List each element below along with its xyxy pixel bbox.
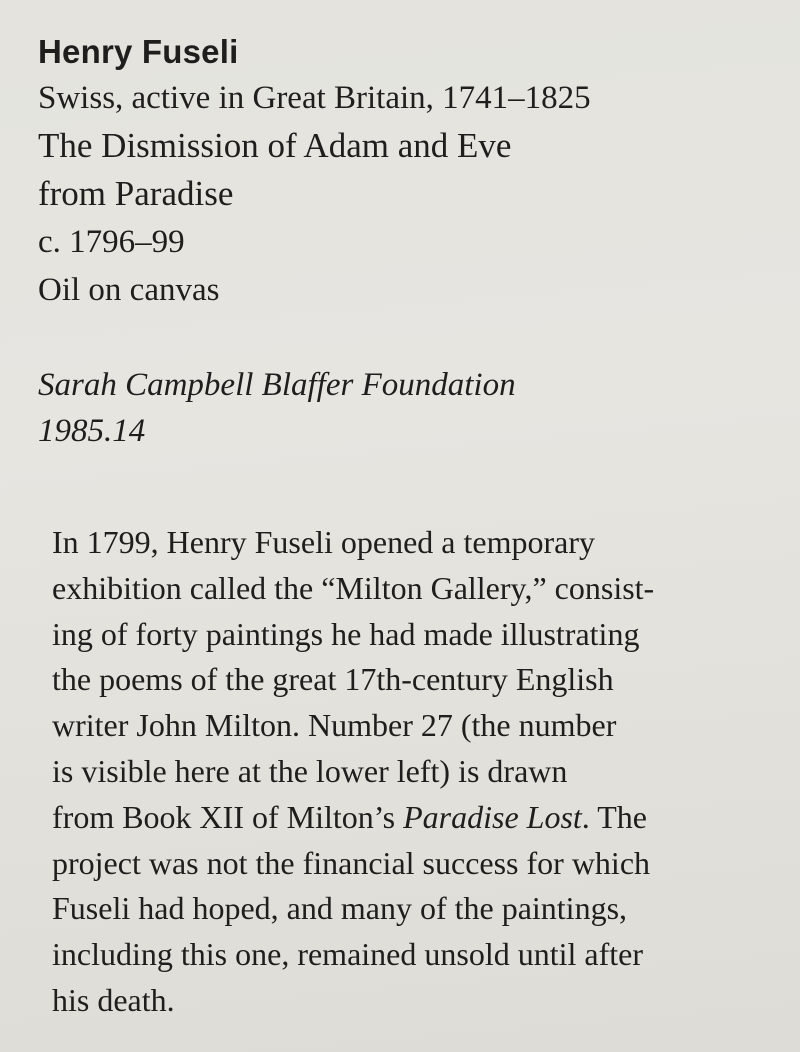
description-line: project was not the financial success for which [52,844,651,881]
description-line: his death. [52,981,175,1018]
description-line: In 1799, Henry Fuseli opened a temporary [52,524,595,560]
wall-label [38,30,778,454]
artwork-medium: Oil on canvas [38,272,220,308]
description-line: including this one, remained unsold until after [52,936,643,973]
credit-line: Sarah Campbell Blaffer Foundation [38,367,516,403]
artwork-title [38,122,778,218]
description-line: writer John Milton. Number 27 (the number [52,707,617,744]
description-line: the poems of the great 17th-century English [52,661,614,698]
artwork-title-line: from Paradise [38,174,234,213]
description-line-with-title [52,795,772,841]
description-text [52,520,772,1024]
description-text-segment: . The [581,798,647,835]
artist-name: Henry Fuseli [38,33,239,70]
description-line: exhibition called the “Milton Gallery,” consist- [52,569,655,606]
book-title: Paradise Lost [403,798,582,835]
description-text-segment: from Book XII of Milton’s [52,798,404,835]
description-line: ing of forty paintings he had made illustrating [52,615,640,652]
description-line: is visible here at the lower left) is drawn [52,752,568,789]
accession-number: 1985.14 [38,413,146,449]
credit-block [38,362,778,454]
artist-nationality-dates: Swiss, active in Great Britain, 1741–1825 [38,80,591,116]
artwork-title-line: The Dismission of Adam and Eve [38,126,512,165]
description-line: Fuseli had hoped, and many of the paintings, [52,890,628,927]
artwork-date: c. 1796–99 [38,224,185,260]
